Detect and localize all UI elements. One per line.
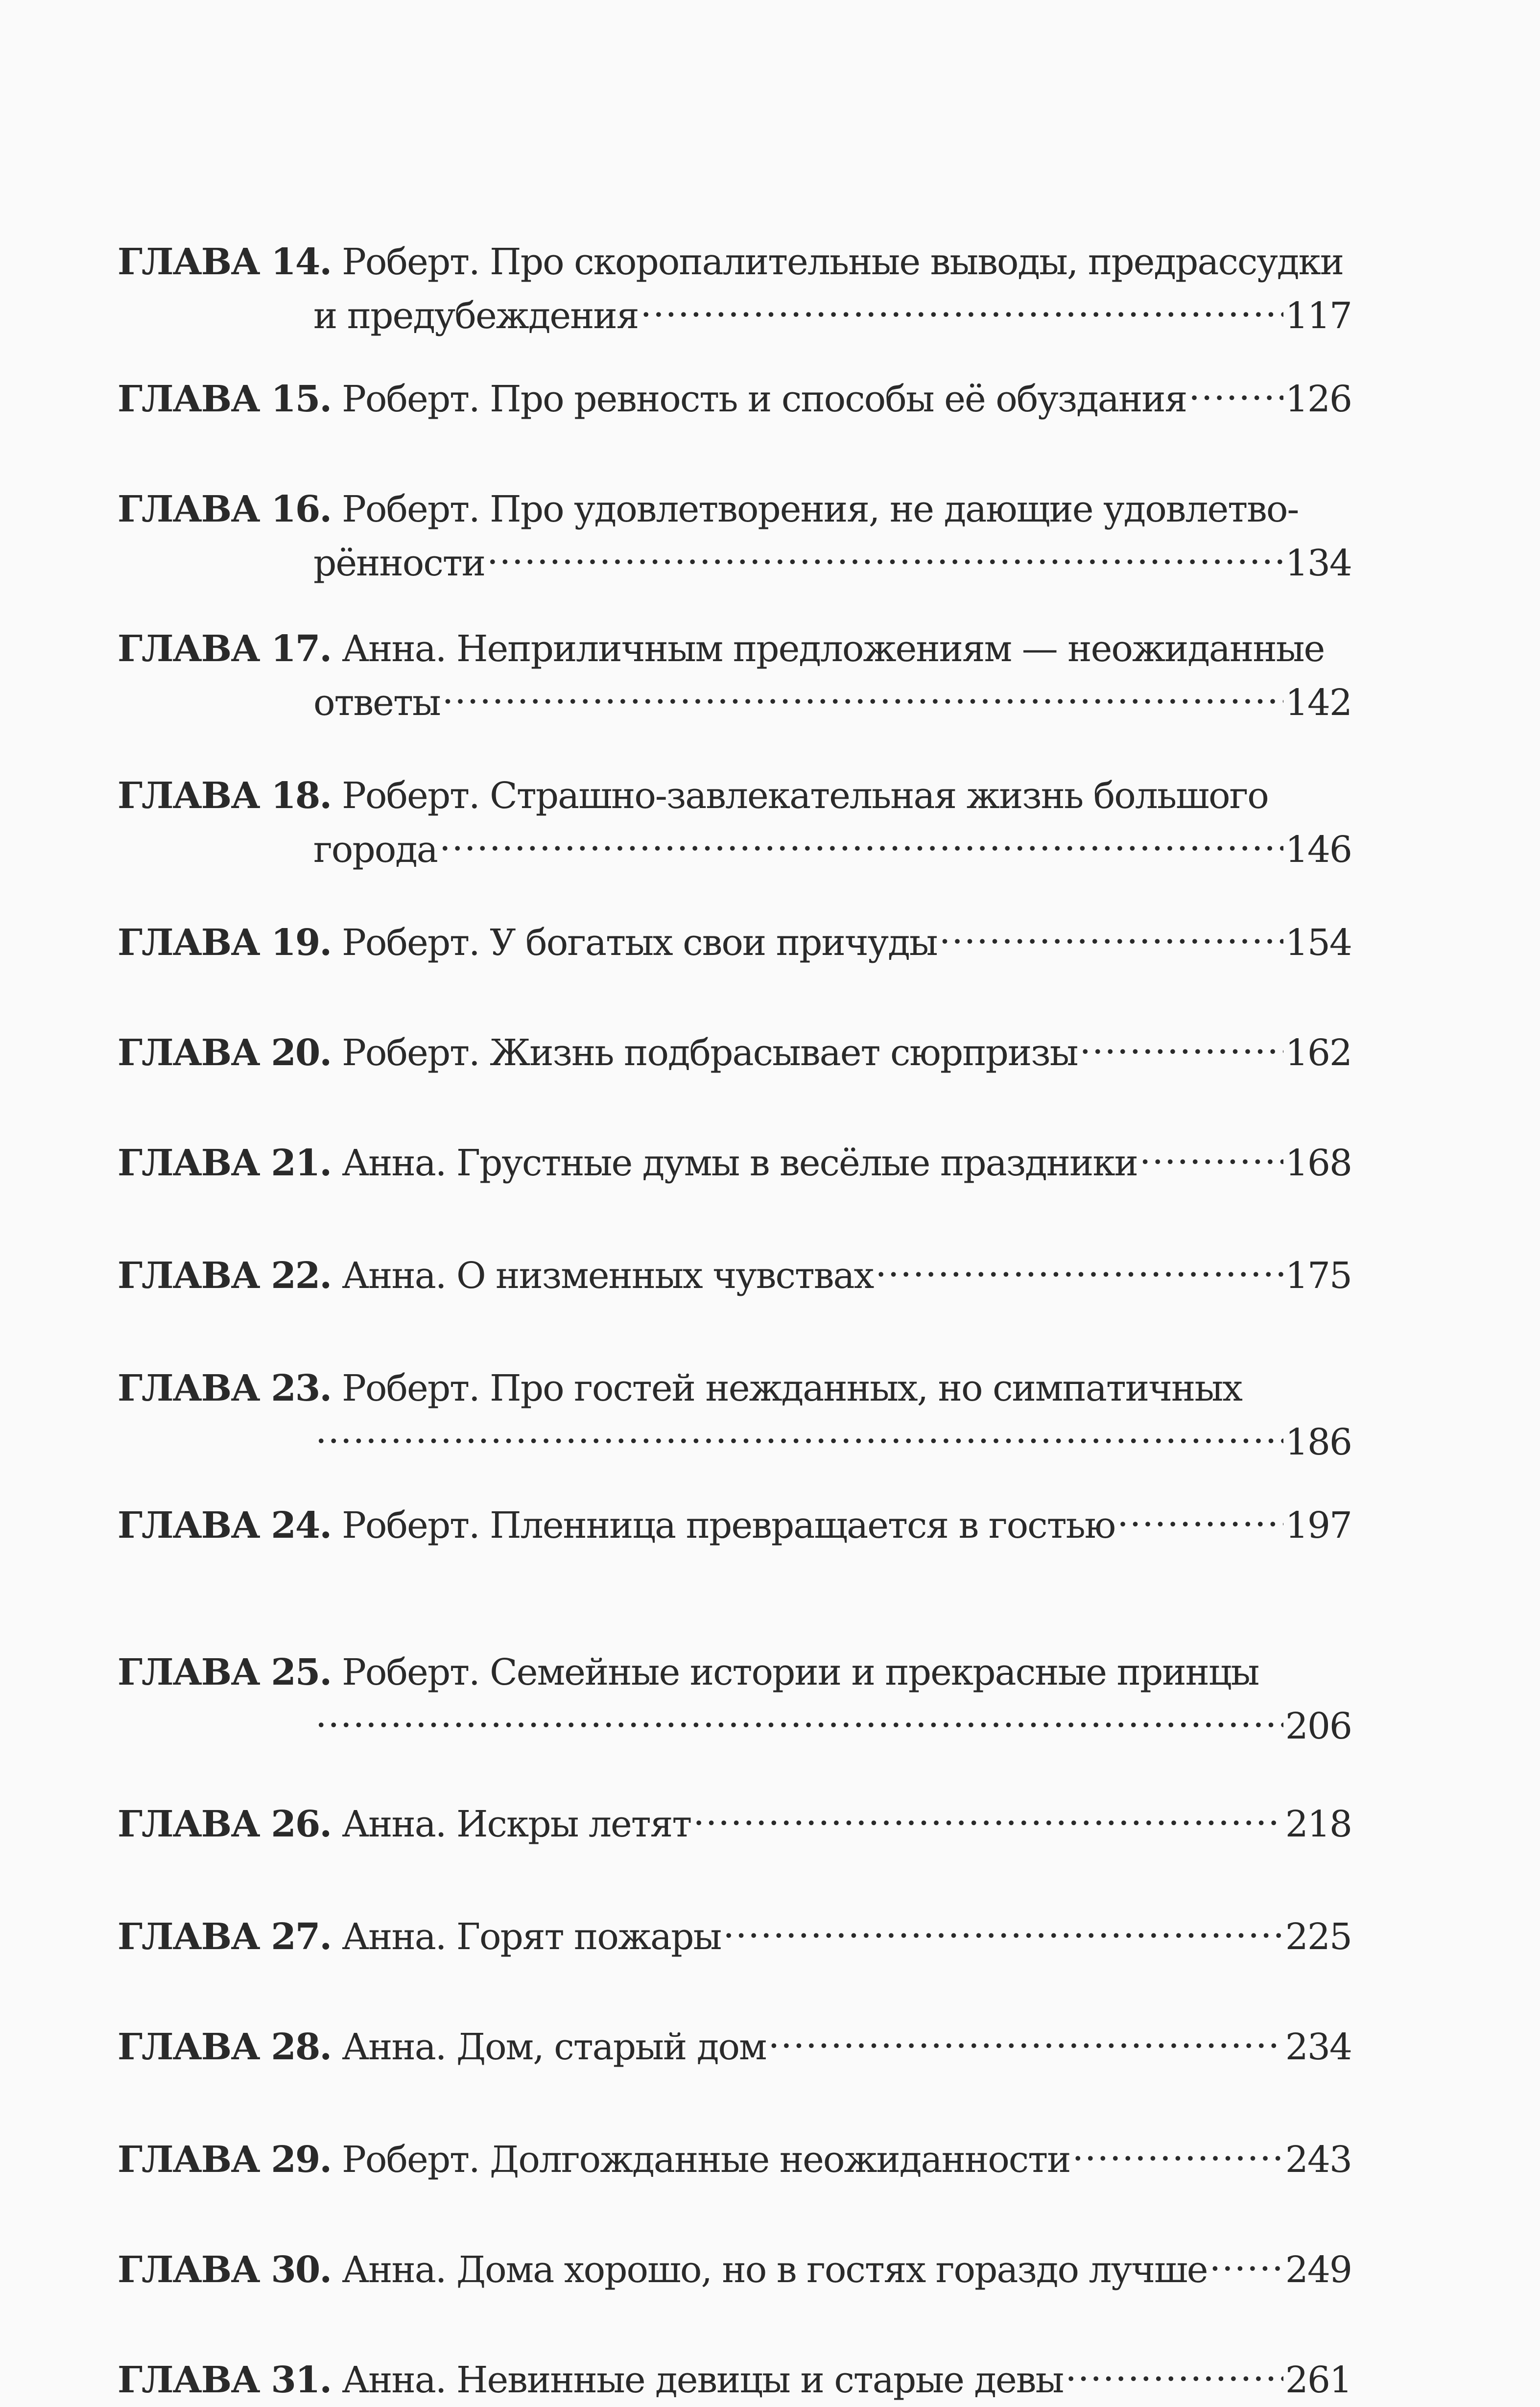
chapter-label: ГЛАВА 16. bbox=[118, 488, 332, 530]
toc-entry-continuation bbox=[118, 289, 1351, 343]
page-number: 168 bbox=[1285, 1142, 1351, 1184]
page-number: 197 bbox=[1285, 1504, 1351, 1547]
chapter-label: ГЛАВА 14. bbox=[118, 241, 332, 283]
chapter-title: Роберт. Про скоропалительные выводы, предрассудки bbox=[342, 241, 1344, 283]
page-number: 261 bbox=[1285, 2359, 1351, 2401]
toc-entry-line bbox=[118, 2133, 1351, 2187]
toc-entry-line bbox=[118, 482, 1351, 536]
dot-leader bbox=[723, 1913, 1283, 1949]
toc-entry bbox=[118, 1499, 1351, 1552]
chapter-label: ГЛАВА 30. bbox=[118, 2249, 332, 2291]
chapter-label: ГЛАВА 28. bbox=[118, 2026, 332, 2068]
chapter-title: Анна. Горят пожары bbox=[342, 1916, 721, 1958]
page-number: 206 bbox=[1285, 1705, 1351, 1747]
chapter-title: Анна. Дома хорошо, но в гостях гораздо лучше bbox=[342, 2249, 1208, 2291]
chapter-label: ГЛАВА 18. bbox=[118, 775, 332, 817]
toc-entry bbox=[118, 482, 1351, 590]
toc-entry-continuation bbox=[118, 1415, 1351, 1469]
dot-leader bbox=[315, 1418, 1283, 1454]
toc-entry-continuation bbox=[118, 1699, 1351, 1753]
chapter-title: Анна. Невинные девицы и старые девы bbox=[342, 2359, 1064, 2401]
toc-entry-line bbox=[118, 769, 1351, 823]
chapter-label: ГЛАВА 26. bbox=[118, 1803, 332, 1845]
dot-leader bbox=[1065, 2356, 1283, 2392]
toc-entry bbox=[118, 2353, 1351, 2407]
chapter-title: Анна. Искры летят bbox=[342, 1803, 691, 1845]
toc-entry-line bbox=[118, 1797, 1351, 1851]
dot-leader bbox=[640, 292, 1283, 328]
chapter-label: ГЛАВА 19. bbox=[118, 922, 332, 964]
toc-entry-line bbox=[118, 2243, 1351, 2297]
toc-entry bbox=[118, 372, 1351, 426]
page-number: 175 bbox=[1285, 1255, 1351, 1297]
toc-entry-line bbox=[118, 2020, 1351, 2074]
toc-entry-line bbox=[118, 1361, 1351, 1415]
page-number: 117 bbox=[1285, 295, 1351, 337]
chapter-title-continuation: и предубеждения bbox=[313, 295, 639, 337]
chapter-title: Роберт. Долгожданные неожиданности bbox=[342, 2139, 1070, 2181]
dot-leader bbox=[939, 919, 1283, 955]
dot-leader bbox=[1188, 375, 1283, 411]
page-number: 218 bbox=[1285, 1803, 1351, 1845]
dot-leader bbox=[693, 1800, 1283, 1836]
chapter-label: ГЛАВА 23. bbox=[118, 1367, 332, 1409]
toc-entry-continuation bbox=[118, 536, 1351, 590]
chapter-label: ГЛАВА 17. bbox=[118, 628, 332, 670]
dot-leader bbox=[1117, 1501, 1283, 1538]
chapter-title: Анна. О низменных чувствах bbox=[342, 1255, 874, 1297]
chapter-label: ГЛАВА 29. bbox=[118, 2139, 332, 2181]
chapter-title: Роберт. Страшно-завлекательная жизнь большого bbox=[342, 775, 1268, 817]
chapter-title: Роберт. Семейные истории и прекрасные принцы bbox=[342, 1651, 1259, 1693]
toc-entry bbox=[118, 2243, 1351, 2297]
page-number: 142 bbox=[1285, 682, 1351, 724]
chapter-title: Роберт. Про ревность и способы её обуздания bbox=[342, 378, 1187, 420]
chapter-title-continuation: города bbox=[313, 829, 437, 871]
chapter-title: Анна. Грустные думы в весёлые праздники bbox=[342, 1142, 1137, 1184]
chapter-title: Роберт. Про удовлетворения, не дающие удовлетво- bbox=[342, 488, 1299, 530]
chapter-title: Роберт. Про гостей нежданных, но симпатичных bbox=[342, 1367, 1242, 1409]
chapter-title: Анна. Неприличным предложениям — неожиданные bbox=[342, 628, 1325, 670]
page-number: 234 bbox=[1285, 2026, 1351, 2068]
dot-leader bbox=[315, 1702, 1283, 1739]
chapter-label: ГЛАВА 24. bbox=[118, 1504, 332, 1547]
page-number: 146 bbox=[1285, 829, 1351, 871]
toc-entry-line bbox=[118, 1026, 1351, 1080]
toc-entry bbox=[118, 2020, 1351, 2074]
toc-entry-line bbox=[118, 1249, 1351, 1303]
chapter-label: ГЛАВА 27. bbox=[118, 1916, 332, 1958]
chapter-title: Роберт. Жизнь подбрасывает сюрпризы bbox=[342, 1032, 1078, 1074]
page-number: 134 bbox=[1285, 542, 1351, 584]
toc-entry-line bbox=[118, 1136, 1351, 1190]
page-number: 162 bbox=[1285, 1032, 1351, 1074]
toc-entry bbox=[118, 1026, 1351, 1080]
chapter-label: ГЛАВА 20. bbox=[118, 1032, 332, 1074]
chapter-title: Роберт. У богатых свои причуды bbox=[342, 922, 937, 964]
page-number: 186 bbox=[1285, 1421, 1351, 1463]
toc-entry-line bbox=[118, 622, 1351, 676]
toc-entry-line bbox=[118, 235, 1351, 289]
dot-leader bbox=[1209, 2246, 1283, 2282]
chapter-title-continuation: ответы bbox=[313, 682, 440, 724]
toc-entry-continuation bbox=[118, 823, 1351, 877]
dot-leader bbox=[439, 826, 1283, 862]
toc-entry bbox=[118, 2133, 1351, 2187]
toc-entry-line bbox=[118, 372, 1351, 426]
toc-entry bbox=[118, 769, 1351, 877]
toc-entry bbox=[118, 1361, 1351, 1469]
dot-leader bbox=[1072, 2136, 1283, 2172]
page-number: 126 bbox=[1285, 378, 1351, 420]
dot-leader bbox=[487, 539, 1283, 575]
toc-entry bbox=[118, 1249, 1351, 1303]
page-number: 154 bbox=[1285, 922, 1351, 964]
chapter-label: ГЛАВА 22. bbox=[118, 1255, 332, 1297]
toc-entry bbox=[118, 1645, 1351, 1753]
toc-entry bbox=[118, 235, 1351, 343]
dot-leader bbox=[442, 679, 1283, 715]
dot-leader bbox=[1079, 1029, 1283, 1065]
chapter-label: ГЛАВА 31. bbox=[118, 2359, 332, 2401]
page-number: 249 bbox=[1285, 2249, 1351, 2291]
chapter-title: Анна. Дом, старый дом bbox=[342, 2026, 766, 2068]
page-number: 225 bbox=[1285, 1916, 1351, 1958]
toc-entry bbox=[118, 1797, 1351, 1851]
toc-entry bbox=[118, 916, 1351, 970]
chapter-title-continuation: рённости bbox=[313, 542, 485, 584]
toc-entry-line bbox=[118, 2353, 1351, 2407]
toc-entry-line bbox=[118, 916, 1351, 970]
chapter-title: Роберт. Пленница превращается в гостью bbox=[342, 1504, 1115, 1547]
toc-entry bbox=[118, 622, 1351, 730]
dot-leader bbox=[768, 2023, 1283, 2059]
toc-entry-line bbox=[118, 1910, 1351, 1964]
toc-entry bbox=[118, 1910, 1351, 1964]
toc-entry-line bbox=[118, 1645, 1351, 1699]
chapter-label: ГЛАВА 21. bbox=[118, 1142, 332, 1184]
toc-entry bbox=[118, 1136, 1351, 1190]
chapter-label: ГЛАВА 25. bbox=[118, 1651, 332, 1693]
dot-leader bbox=[1139, 1139, 1283, 1175]
dot-leader bbox=[875, 1252, 1283, 1288]
toc-entry-line bbox=[118, 1499, 1351, 1552]
toc-entry-continuation bbox=[118, 676, 1351, 730]
page-number: 243 bbox=[1285, 2139, 1351, 2181]
chapter-label: ГЛАВА 15. bbox=[118, 378, 332, 420]
